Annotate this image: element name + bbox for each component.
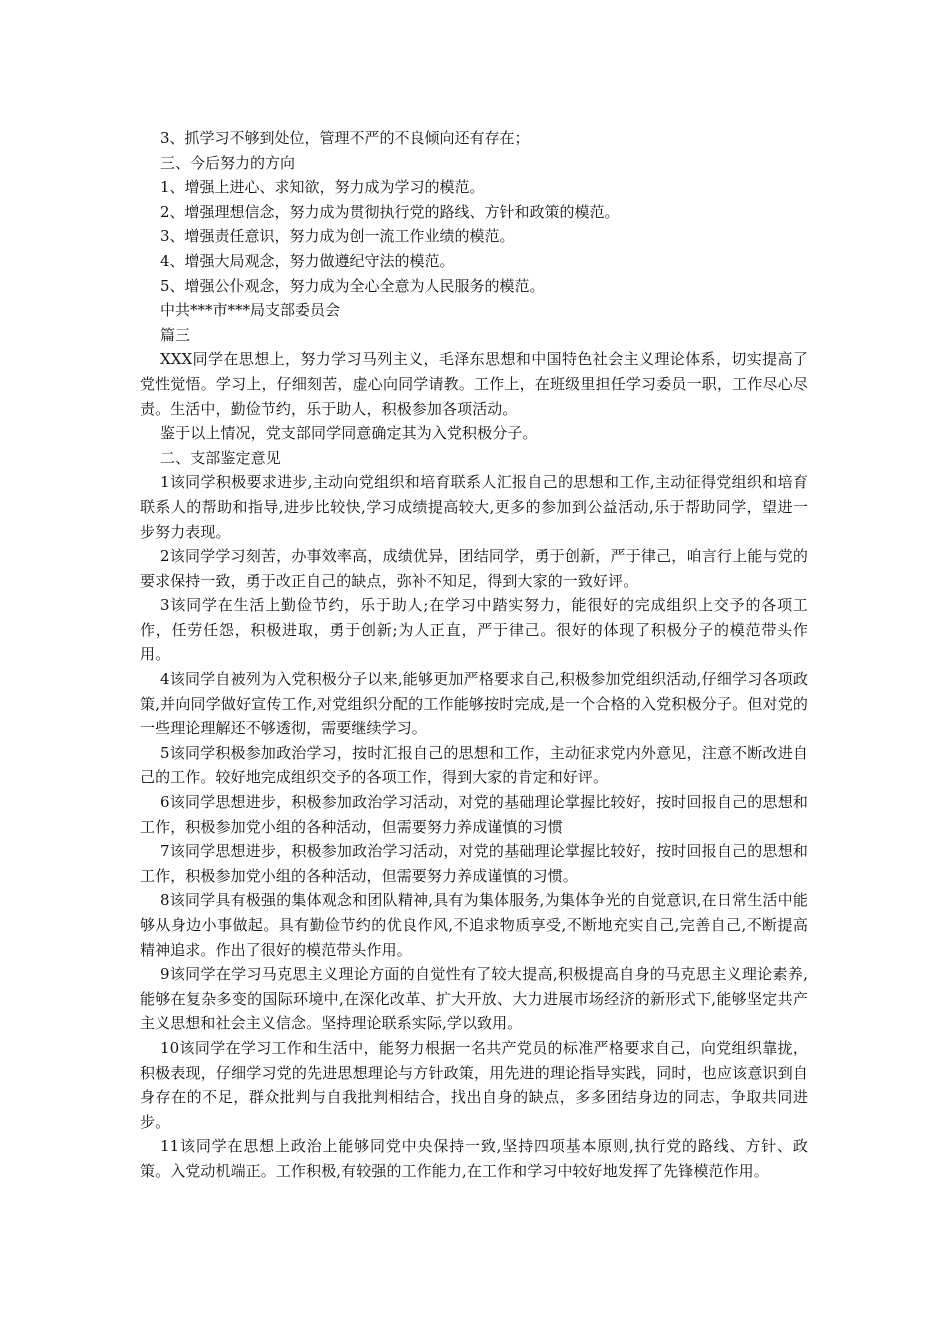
paragraph: 10该同学在学习工作和生活中，能努力根据一名共产党员的标准严格要求自己，向党组织靠拢，积极表现，仔细学习党的先进思想理论与方针政策，用先进的理论指导实践，同时，也应该意识到自身存在的不足，群众批判与自我批判相结合，找出自身的缺点，多多团结身边的同志，争取共同进步。: [140, 1038, 808, 1131]
document-body: [140, 126, 808, 1184]
signature-line: 中共***市***局支部委员会: [160, 301, 341, 320]
text-line: 3、抓学习不够到处位，管理不严的不良倾向还有存在；: [160, 129, 530, 147]
section-heading: 三、今后努力的方向: [160, 153, 296, 172]
paragraph: 5该同学积极参加政治学习，按时汇报自己的思想和工作，主动征求党内外意见，注意不断改进自己的工作。较好地完成组织交予的各项工作，得到大家的肯定和好评。: [140, 743, 808, 787]
section-heading: 二、支部鉴定意见: [160, 448, 281, 467]
section-heading: 篇三: [160, 325, 191, 344]
paragraph: 2该同学学习刻苦，办事效率高，成绩优异，团结同学，勇于创新，严于律己，咱言行上能与党的要求保持一致，勇于改正自己的缺点，弥补不知足，得到大家的一致好评。: [140, 547, 808, 590]
paragraph: 鉴于以上情况，党支部同学同意确定其为入党积极分子。: [160, 424, 538, 443]
paragraph: 4该同学自被列为入党积极分子以来,能够更加严格要求自己,积极参加党组织活动,仔细学习各项政策,并向同学做好宣传工作,对党组织分配的工作能够按时完成,是一个合格的入党积极分子。但对党的一些理论理解还不够透彻，需要继续学习。: [140, 670, 808, 738]
text-line: 5、增强公仆观念，努力成为全心全意为人民服务的模范。: [160, 276, 545, 295]
paragraph: 3该同学在生活上勤俭节约，乐于助人;在学习中踏实努力，能很好的完成组织上交予的各项工作，任劳任怨，积极进取，勇于创新;为人正直，严于律己。很好的体现了积极分子的模范带头作用。: [140, 596, 808, 664]
paragraph: 9该同学在学习马克思主义理论方面的自觉性有了较大提高,积极提高自身的马克思主义理论素养,能够在复杂多变的国际环境中,在深化改革、扩大开放、大力进展市场经济的新形式下,能够坚定共产主义思想和社会主义信念。坚持理论联系实际,学以致用。: [140, 965, 808, 1033]
text-line: 1、增强上进心、求知欲，努力成为学习的模范。: [160, 178, 485, 197]
paragraph: 1该同学积极要求进步,主动向党组织和培育联系人汇报自己的思想和工作,主动征得党组织和培育联系人的帮助和指导,进步比较快,学习成绩提高较大,更多的参加到公益活动,乐于帮助同学，望进一步努力表现。: [140, 473, 808, 541]
paragraph: 6该同学思想进步，积极参加政治学习活动，对党的基础理论掌握比较好，按时回报自己的思想和工作，积极参加党小组的各种活动，但需要努力养成谨慎的习惯: [140, 793, 808, 836]
text-line: 4、增强大局观念，努力做遵纪守法的模范。: [160, 251, 455, 270]
paragraph: 7该同学思想进步，积极参加政治学习活动，对党的基础理论掌握比较好，按时回报自己的思想和工作，积极参加党小组的各种活动，但需要努力养成谨慎的习惯。: [140, 842, 808, 885]
paragraph: XXX同学在思想上，努力学习马列主义，毛泽东思想和中国特色社会主义理论体系，切实提高了党性觉悟。学习上，仔细刻苦，虚心向同学请教。工作上，在班级里担任学习委员一职，工作尽心尽责。生活中，勤俭节约，乐于助人，积极参加各项活动。: [140, 350, 808, 418]
text-line: 3、增强责任意识，努力成为创一流工作业绩的模范。: [160, 227, 515, 246]
text-line: 2、增强理想信念，努力成为贯彻执行党的路线、方针和政策的模范。: [160, 202, 620, 221]
paragraph: 8该同学具有极强的集体观念和团队精神,具有为集体服务,为集体争光的自觉意识,在日常生活中能够从身边小事做起。具有勤俭节约的优良作风,不追求物质享受,不断地充实自己,完善自己,不断提高精神追求。作出了很好的模范带头作用。: [140, 891, 808, 959]
paragraph: 11该同学在思想上政治上能够同党中央保持一致,坚持四项基本原则,执行党的路线、方针、政策。入党动机端正。工作积极,有较强的工作能力,在工作和学习中较好地发挥了先锋模范作用。: [140, 1137, 808, 1180]
